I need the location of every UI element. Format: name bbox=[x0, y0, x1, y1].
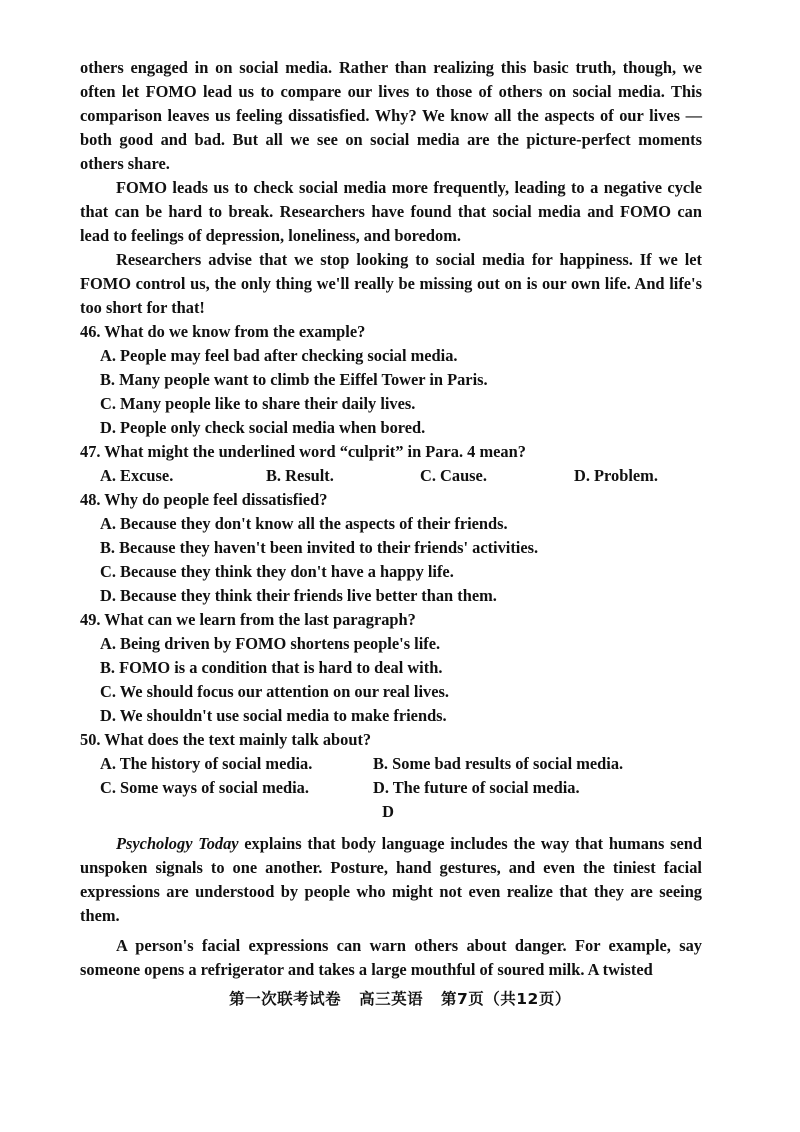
question-48-option-c: C. Because they think they don't have a happy life. bbox=[100, 562, 454, 581]
question-49-stem: 49. What can we learn from the last paragraph? bbox=[80, 610, 416, 629]
footer-subject: 高三英语 bbox=[359, 990, 424, 1008]
question-46-option-b: B. Many people want to climb the Eiffel Tower in Paris. bbox=[100, 370, 488, 389]
question-49-option-d: D. We shouldn't use social media to make friends. bbox=[100, 706, 447, 725]
passage-c-paragraph-1: others engaged in on social media. Rather than realizing this basic truth, though, we often let FOMO lead us to compare our lives to those of others on social media. This comparison leaves us feeling dissatisfied. Why? We know all the aspects of our lives — both good and bad. But all we see on social media are the picture-perfect moments others share. bbox=[80, 58, 702, 173]
question-48-option-b: B. Because they haven't been invited to their friends' activities. bbox=[100, 538, 539, 557]
passage-c-paragraph-3: Researchers advise that we stop looking to social media for happiness. If we let FOMO control us, the only thing we'll really be missing out on is our own life. And life's too short for that! bbox=[80, 250, 702, 317]
footer-exam-name: 第一次联考试卷 bbox=[229, 990, 342, 1008]
question-46-option-a: A. People may feel bad after checking social media. bbox=[100, 346, 458, 365]
question-47-stem: 47. What might the underlined word “culprit” in Para. 4 mean? bbox=[80, 442, 526, 461]
passage-c-paragraph-2: FOMO leads us to check social media more frequently, leading to a negative cycle that can be hard to break. Researchers have found that social media and FOMO can lead to feelings of depression, loneliness, and boredom. bbox=[80, 178, 702, 245]
question-50-option-c: C. Some ways of social media. bbox=[100, 778, 309, 797]
question-46-stem: 46. What do we know from the example? bbox=[80, 322, 366, 341]
page-footer bbox=[0, 987, 800, 1009]
passage-d-paragraph-1-text: explains that body language includes the way that humans send unspoken signals to one another. Posture, hand gestures, and even the tiniest facial expressions are understood by people who might not even realize that they are seeing them. bbox=[80, 834, 702, 925]
question-50-option-a: A. The history of social media. bbox=[100, 754, 313, 773]
question-48-stem: 48. Why do people feel dissatisfied? bbox=[80, 490, 328, 509]
question-50-option-d: D. The future of social media. bbox=[373, 778, 580, 797]
question-50-options-row-1 bbox=[80, 752, 702, 776]
question-48-option-a: A. Because they don't know all the aspects of their friends. bbox=[100, 514, 508, 533]
section-d-heading: D bbox=[382, 802, 394, 821]
question-49-option-a: A. Being driven by FOMO shortens people's life. bbox=[100, 634, 441, 653]
question-50-option-b: B. Some bad results of social media. bbox=[373, 754, 624, 773]
question-49-option-b: B. FOMO is a condition that is hard to deal with. bbox=[100, 658, 443, 677]
question-46-option-d: D. People only check social media when bored. bbox=[100, 418, 426, 437]
question-49-option-c: C. We should focus our attention on our real lives. bbox=[100, 682, 449, 701]
question-47-option-a: A. Excuse. bbox=[100, 466, 174, 485]
question-47-option-c: C. Cause. bbox=[420, 466, 487, 485]
question-47-options bbox=[80, 464, 702, 488]
question-50-options-row-2 bbox=[80, 776, 702, 800]
question-47-option-b: B. Result. bbox=[266, 466, 334, 485]
passage-d-paragraph-2: A person's facial expressions can warn others about danger. For example, say someone opens a refrigerator and takes a large mouthful of soured milk. A twisted bbox=[80, 936, 702, 979]
question-50-stem: 50. What does the text mainly talk about? bbox=[80, 730, 372, 749]
question-48-option-d: D. Because they think their friends live better than them. bbox=[100, 586, 497, 605]
question-46-option-c: C. Many people like to share their daily lives. bbox=[100, 394, 416, 413]
magazine-title: Psychology Today bbox=[116, 834, 239, 853]
exam-body bbox=[80, 56, 702, 982]
passage-d-paragraph-1 bbox=[80, 832, 702, 928]
question-47-option-d: D. Problem. bbox=[574, 466, 658, 485]
footer-page-number: 第7页（共12页） bbox=[440, 990, 571, 1008]
